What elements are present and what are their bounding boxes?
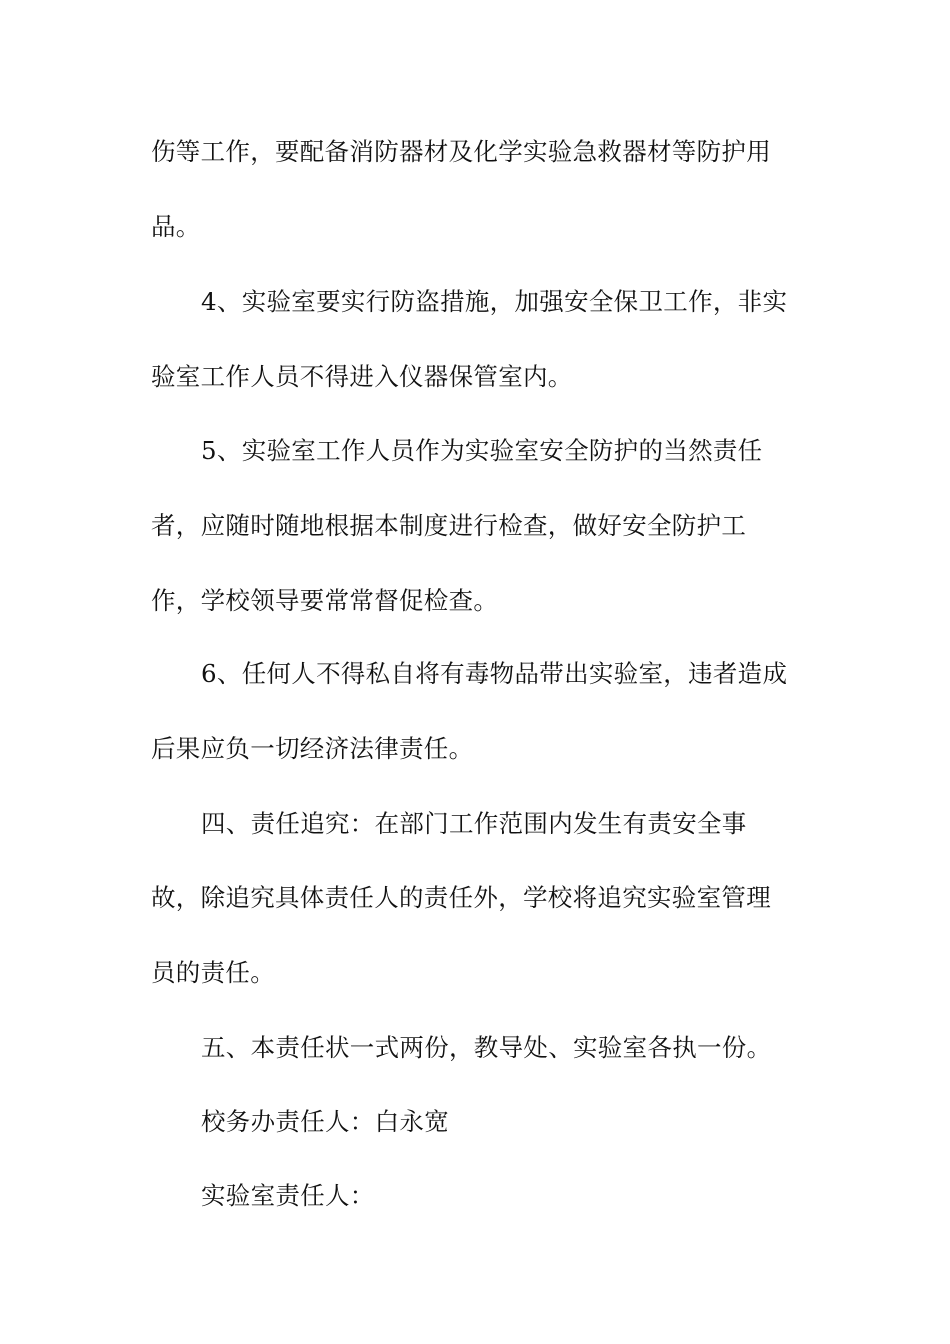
paragraph-line-8: 6、任何人不得私自将有毒物品带出实验室，违者造成 bbox=[201, 659, 788, 688]
paragraph-line-2: 品。 bbox=[151, 212, 201, 241]
paragraph-line-6: 者，应随时随地根据本制度进行检查，做好安全防护工 bbox=[151, 511, 747, 540]
signature-school-office: 校务办责任人：白永宽 bbox=[201, 1107, 449, 1136]
paragraph-line-1: 伤等工作，要配备消防器材及化学实验急救器材等防护用 bbox=[151, 137, 771, 166]
paragraph-line-7: 作，学校领导要常常督促检查。 bbox=[151, 586, 499, 615]
paragraph-line-10: 四、责任追究：在部门工作范围内发生有责安全事 bbox=[201, 809, 747, 838]
paragraph-line-12: 员的责任。 bbox=[151, 958, 275, 987]
paragraph-line-3: 4、实验室要实行防盗措施，加强安全保卫工作，非实 bbox=[201, 287, 788, 316]
paragraph-line-11: 故，除追究具体责任人的责任外，学校将追究实验室管理 bbox=[151, 883, 771, 912]
paragraph-line-9: 后果应负一切经济法律责任。 bbox=[151, 734, 474, 763]
signature-laboratory: 实验室责任人： bbox=[201, 1181, 375, 1210]
paragraph-line-4: 验室工作人员不得进入仪器保管室内。 bbox=[151, 362, 573, 391]
paragraph-line-13: 五、本责任状一式两份，教导处、实验室各执一份。 bbox=[201, 1033, 772, 1062]
paragraph-line-5: 5、实验室工作人员作为实验室安全防护的当然责任 bbox=[201, 436, 763, 465]
